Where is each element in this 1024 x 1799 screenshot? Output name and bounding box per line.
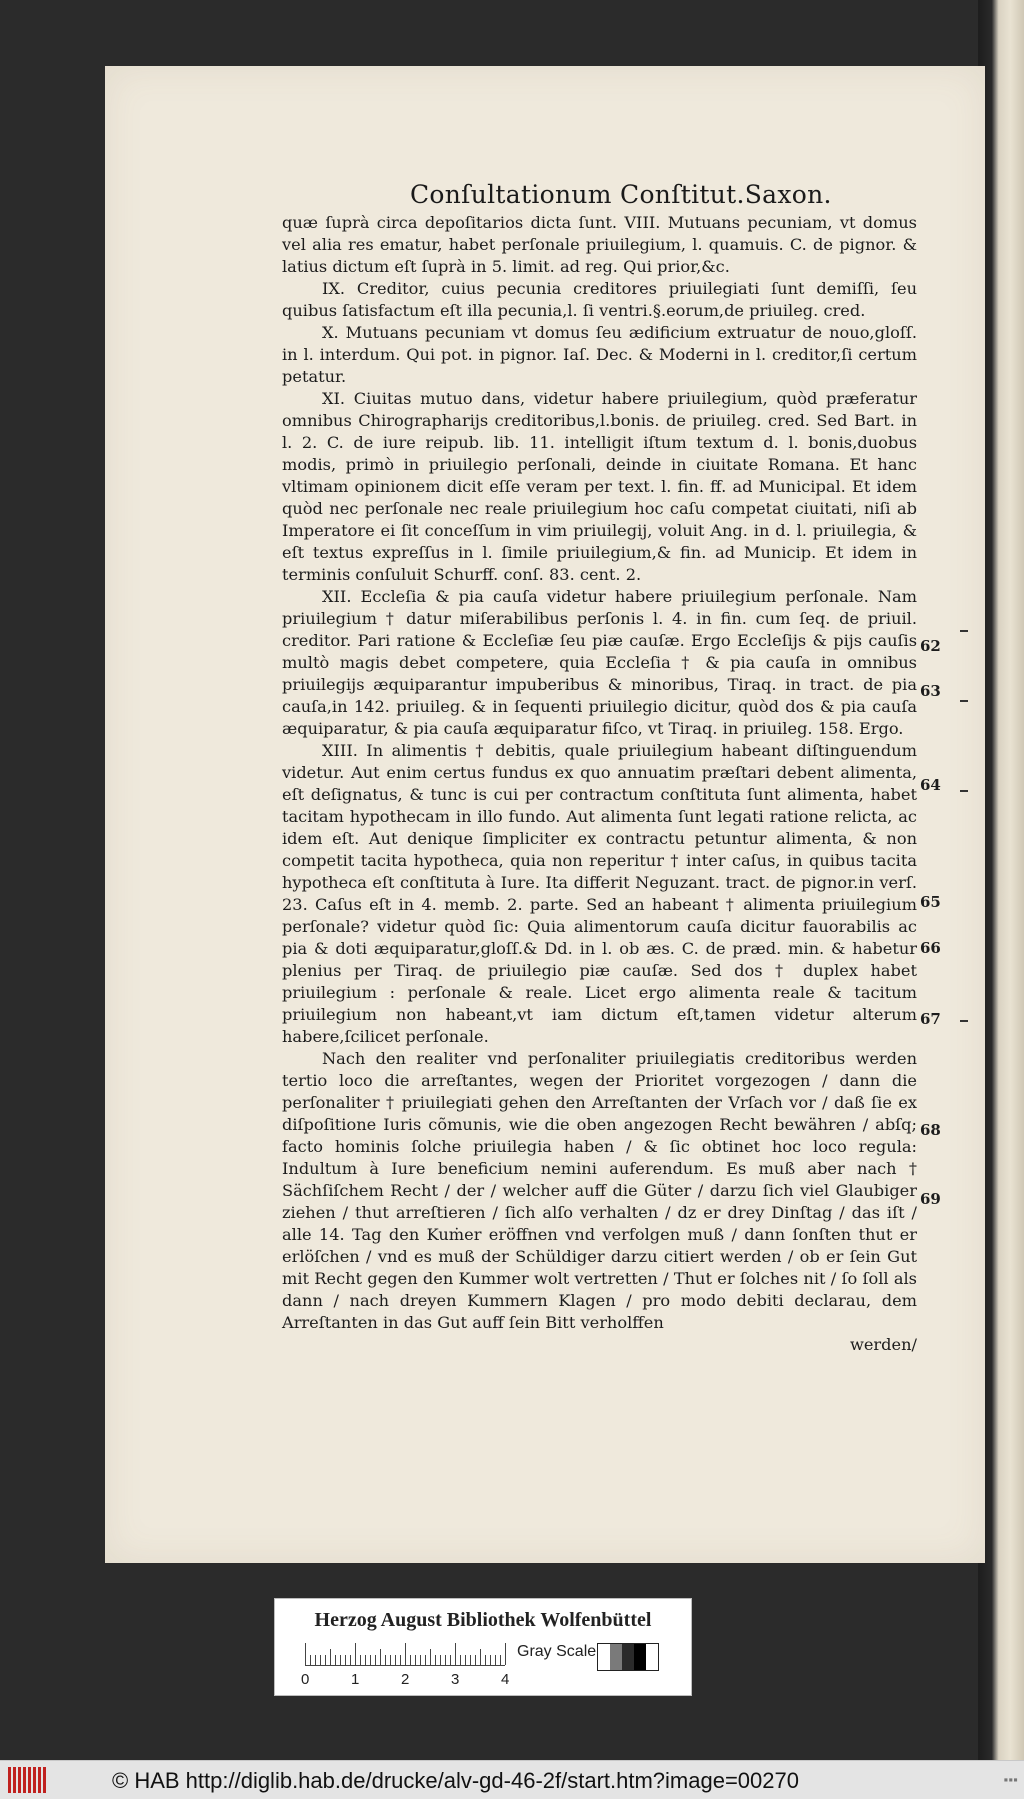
ruler-tick xyxy=(500,1655,501,1665)
ruler xyxy=(305,1641,505,1667)
ruler-tick xyxy=(475,1655,476,1665)
paragraph: X. Mutuans pecuniam vt domus ſeu ædificium extruatur de nouo,gloſſ. in l. interdum. Qui pot. in pignor. Iaſ. Dec. & Moderni in l. creditor,ſi certum petatur. xyxy=(282,323,917,386)
margin-number: 68 xyxy=(920,1121,941,1139)
footer-corner-mark: ▪▪▪ xyxy=(1003,1775,1018,1784)
gray-swatch xyxy=(622,1644,634,1670)
ruler-tick xyxy=(445,1655,446,1665)
paragraph: Nach den realiter vnd perſonaliter priuilegiatis creditoribus werden tertio loco die arreſtantes, wegen der Prioritet vorgezogen / dann die perſonaliter † priuilegiati gehen den Arreſtanten der Vrſach vor / daß ſie ex diſpoſitione Iuris cõmunis, wie die oben angezogen Recht bewähren / abſq; facto hominis ſolche priuilegia haben / & ſic obtinet hoc loco regula: Indultum à Iure beneficium nemini auferendum. Es muß aber nach † Sächſiſchem Recht / der / welcher auff die Güter / darzu ſich viel Glaubiger ziehen / thut arreſtieren / ſich alſo verhalten / dz er drey Dinſtag / das iſt / alle 14. Tag den Kuṁer eröffnen vnd verfolgen muß / dann ſonſten thut er erlöſchen / vnd es muß der Schüldiger darzu citiert werden / ob er ſein Gut mit Recht gegen den Kummer wolt vertretten / Thut er ſolches nit / ſo ſoll als dann / nach dreyen Kummern Klagen / pro modo debiti declarau, dem Arreſtanten in das Gut auff ſein Bitt verholffen xyxy=(282,1049,917,1332)
gray-swatch xyxy=(634,1644,646,1670)
ruler-tick xyxy=(390,1655,391,1665)
ruler-number: 3 xyxy=(451,1671,460,1688)
ruler-tick xyxy=(420,1655,421,1665)
ruler-tick xyxy=(315,1655,316,1665)
margin-number: 66 xyxy=(920,939,941,957)
ruler-number: 1 xyxy=(351,1671,360,1688)
ruler-tick xyxy=(395,1655,396,1665)
ruler-tick xyxy=(405,1643,406,1665)
ruler-tick xyxy=(470,1655,471,1665)
catchword: werden/ xyxy=(850,1335,917,1354)
ruler-tick xyxy=(380,1649,381,1665)
ruler-baseline xyxy=(305,1665,505,1666)
ruler-number: 0 xyxy=(301,1671,310,1688)
ruler-tick xyxy=(340,1655,341,1665)
ruler-tick xyxy=(460,1655,461,1665)
ruler-tick xyxy=(505,1643,506,1665)
margin-number: 69 xyxy=(920,1190,941,1208)
ruler-tick xyxy=(425,1655,426,1665)
paragraph: XII. Eccleſia & pia cauſa videtur habere priuilegium perſonale. Nam priuilegium † datur miſerabilibus perſonis l. 4. in fin. cum ſeq. de priuil. creditor. Pari ratione & Eccleſiæ ſeu piæ cauſæ. Ergo Eccleſijs & pijs cauſis multò magis debet competere, quia Eccleſia † & pia cauſa in omnibus priuilegijs æquiparantur impuberibus & minoribus, Tiraq. in tract. de pia cauſa,in 142. priuileg. & in ſequenti priuilegio dicitur, quòd dos & pia cauſa æquiparatur, & pia cauſa æquiparatur fiſco, vt Tiraq. in priuileg. 158. Ergo. xyxy=(282,587,917,738)
ruler-tick xyxy=(485,1655,486,1665)
ruler-tick xyxy=(320,1655,321,1665)
margin-number: 63 xyxy=(920,682,941,700)
ruler-tick xyxy=(385,1655,386,1665)
ruler-tick xyxy=(305,1643,306,1665)
ruler-tick xyxy=(330,1649,331,1665)
margin-number: 65 xyxy=(920,893,941,911)
footer-url-text[interactable]: © HAB http://diglib.hab.de/drucke/alv-gd-46-2f/start.htm?image=00270 xyxy=(112,1768,799,1793)
margin-number: 64 xyxy=(920,776,941,794)
running-header: Conſultationum Conſtitut.Saxon. xyxy=(410,180,832,209)
ruler-tick xyxy=(450,1655,451,1665)
ruler-tick xyxy=(455,1643,456,1665)
ruler-tick xyxy=(350,1655,351,1665)
paragraph: XIII. In alimentis † debitis, quale priuilegium habeant diſtinguendum videtur. Aut enim certus fundus ex quo annuatim præſtari debent alimenta, eſt deſignatus, & tunc is cui per contractum conſtituta ſunt alimenta, habet tacitam hypothecam in illo fundo. Aut alimenta ſunt legati ratione relicta, ac idem eſt. Aut denique ſimpliciter ex contractu petuntur alimenta, & non competit tacita hypotheca, quia non reperitur † inter caſus, in quibus tacita hypotheca eſt conſtituta à Iure. Ita differit Neguzant. tract. de pignor.in verſ. 23. Caſus eſt in 4. memb. 2. parte. Sed an habeant † alimenta priuilegium perſonale? videtur quòd ſic: Quia alimentorum cauſa dicitur fauorabilis ac pia & doti æquiparatur,gloſſ.& Dd. in l. ob æs. C. de præd. min. & habetur plenius per Tiraq. de priuilegio piæ cauſæ. Sed dos † duplex habet priuilegium : perſonale & reale. Licet ergo alimenta reale & tacitum priuilegium non habeant,vt iam dictum eſt,tamen videtur alterum habere,ſcilicet perſonale. xyxy=(282,741,917,1046)
ruler-tick xyxy=(465,1655,466,1665)
ruler-tick xyxy=(490,1655,491,1665)
ruler-tick xyxy=(440,1655,441,1665)
ruler-tick xyxy=(410,1655,411,1665)
gray-scale-label: Gray Scale xyxy=(517,1643,597,1660)
scale-card xyxy=(274,1598,692,1696)
gray-scale-strip xyxy=(597,1643,659,1671)
gray-swatch xyxy=(610,1644,622,1670)
ruler-tick xyxy=(355,1643,356,1665)
ruler-tick xyxy=(435,1655,436,1665)
footer-bar xyxy=(0,1760,1024,1799)
ruler-tick xyxy=(310,1655,311,1665)
ruler-tick xyxy=(370,1655,371,1665)
ruler-tick xyxy=(415,1655,416,1665)
paragraph: XI. Ciuitas mutuo dans, videtur habere priuilegium, quòd præferatur omnibus Chirographarijs creditoribus,l.bonis. de priuileg. cred. Sed Bart. in l. 2. C. de iure reipub. lib. 11. intelligit iſtum textum d. l. bonis,duobus modis, primò in priuilegio perſonali, deinde in ciuitate Romana. Et hanc vltimam opinionem dicit eſſe veram per text. l. fin. ff. ad Municipal. Et idem quòd nec perſonale nec reale priuilegium hoc caſu competat ciuitati, niſi ab Imperatore ei ſit conceſſum in vim priuilegij, voluit Ang. in d. l. priuilegia, & eſt textus expreſſus in l. ſimile priuilegium,& fin. ad Municip. Et idem in terminis conſuluit Schurff. conſ. 83. cent. 2. xyxy=(282,389,917,584)
ruler-tick xyxy=(480,1649,481,1665)
ruler-tick xyxy=(360,1655,361,1665)
ruler-tick xyxy=(325,1655,326,1665)
ruler-tick xyxy=(365,1655,366,1665)
ruler-tick xyxy=(430,1649,431,1665)
ruler-number: 2 xyxy=(401,1671,410,1688)
margin-number: 62 xyxy=(920,637,941,655)
margin-number: 67 xyxy=(920,1010,941,1028)
scale-card-title: Herzog August Bibliothek Wolfenbüttel xyxy=(314,1609,652,1631)
paragraph: IX. Creditor, cuius pecunia creditores priuilegiati ſunt demiſſi, ſeu quibus ſatisfactum eſt illa pecunia,l. ſi ventri.§.eorum,de priuileg. cred. xyxy=(282,279,917,320)
paragraph: quæ ſuprà circa depoſitarios dicta ſunt. VIII. Mutuans pecuniam, vt domus vel alia res ematur, habet perſonale priuilegium, l. quamuis. C. de pignor. & latius dictum eſt ſuprà in 5. limit. ad reg. Qui prior,&c. xyxy=(282,213,917,276)
ruler-tick xyxy=(345,1655,346,1665)
gray-swatch xyxy=(598,1644,610,1670)
page-body xyxy=(282,212,917,1356)
ruler-tick xyxy=(400,1655,401,1665)
ruler-tick xyxy=(335,1655,336,1665)
hab-logo-icon xyxy=(8,1767,48,1793)
ruler-number: 4 xyxy=(501,1671,510,1688)
ruler-tick xyxy=(495,1655,496,1665)
ruler-tick xyxy=(375,1655,376,1665)
gray-swatch xyxy=(646,1644,658,1670)
